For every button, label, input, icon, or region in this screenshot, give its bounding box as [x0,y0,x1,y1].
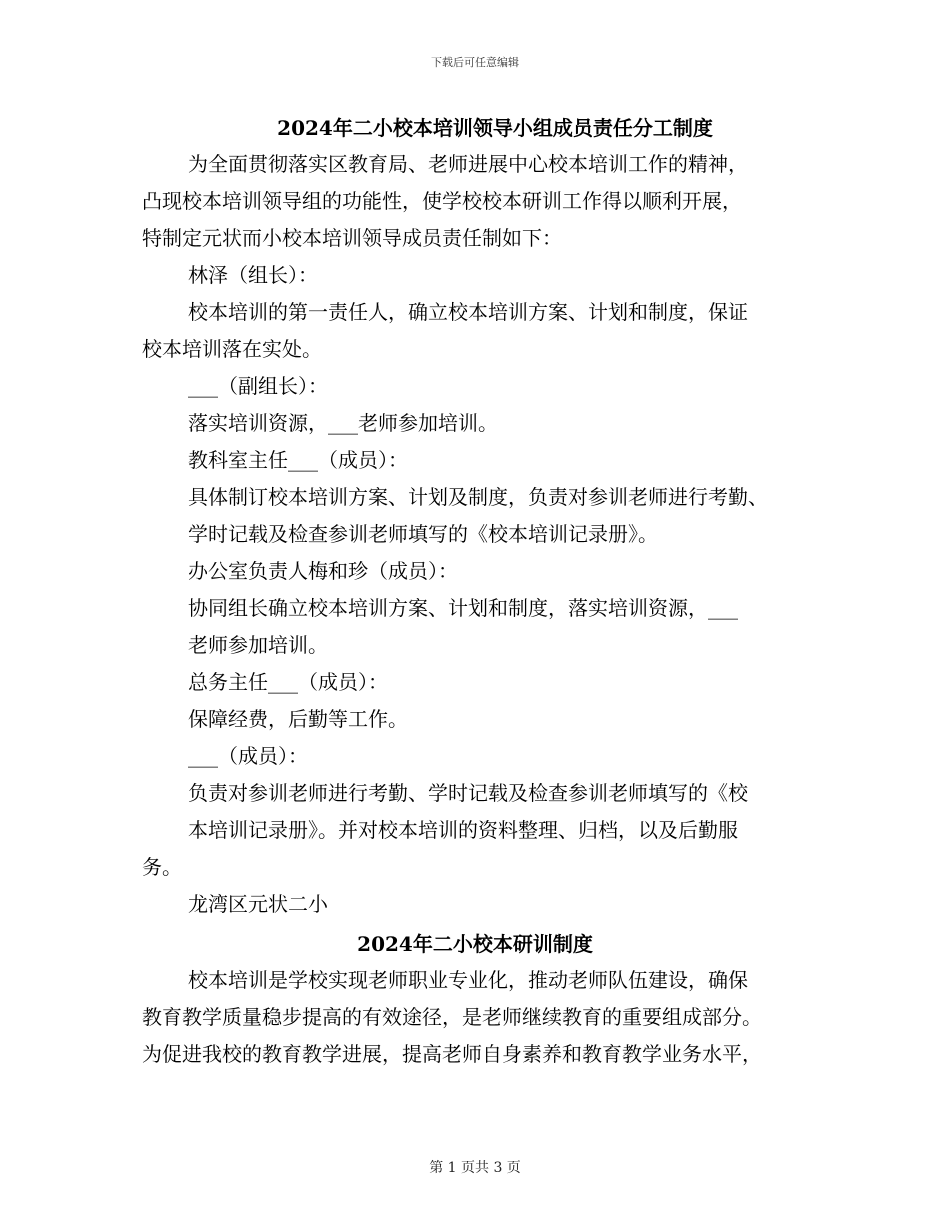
paragraph-line: 协同组长确立校本培训方案、计划和制度，落实培训资源，___ [188,596,738,620]
paragraph-line: 校本培训是学校实现老师职业专业化，推动老师队伍建设，确保 [188,968,748,992]
page-header-note: 下载后可任意编辑 [431,56,519,69]
paragraph-line: 老师参加培训。 [188,633,328,657]
page-footer-note: 第 1 页共 3 页 [429,1160,521,1176]
paragraph-line: 为促进我校的教育教学进展，提高老师自身素养和教育教学业务水平， [142,1042,762,1066]
paragraph-line: 本培训记录册》。并对校本培训的资料整理、归档，以及后勤服 [188,818,738,842]
paragraph-line: 凸现校本培训领导组的功能性，使学校校本研训工作得以顺利开展， [142,189,742,213]
document-title-1: 2024年二小校本培训领导小组成员责任分工制度 [277,116,713,140]
role-heading: 林泽（组长）： [188,263,318,287]
paragraph-line: 落实培训资源，___老师参加培训。 [188,411,498,435]
paragraph-line: 保障经费，后勤等工作。 [188,707,408,731]
role-heading: ___（成员）： [188,744,308,768]
role-heading: ___（副组长）： [188,374,328,398]
role-heading: 办公室负责人梅和珍（成员）： [188,559,458,583]
paragraph-line: 为全面贯彻落实区教育局、老师进展中心校本培训工作的精神， [188,152,748,176]
document-title-2: 2024年二小校本研训制度 [357,932,593,956]
paragraph-line: 学时记载及检查参训老师填写的《校本培训记录册》。 [188,522,658,546]
signature-line: 龙湾区元状二小 [188,892,328,916]
paragraph-line: 校本培训的第一责任人，确立校本培训方案、计划和制度，保证 [188,300,748,324]
paragraph-line: 特制定元状而小校本培训领导成员责任制如下： [142,226,562,250]
paragraph-line: 教育教学质量稳步提高的有效途径，是老师继续教育的重要组成部分。 [142,1005,762,1029]
role-heading: 教科室主任___（成员）： [188,448,408,472]
paragraph-line: 负责对参训老师进行考勤、学时记载及检查参训老师填写的《校 [188,781,748,805]
paragraph-line: 务。 [142,855,182,879]
paragraph-line: 校本培训落在实处。 [142,337,322,361]
paragraph-line: 具体制订校本培训方案、计划及制度，负责对参训老师进行考勤、 [188,485,768,509]
role-heading: 总务主任___（成员）： [188,670,388,694]
